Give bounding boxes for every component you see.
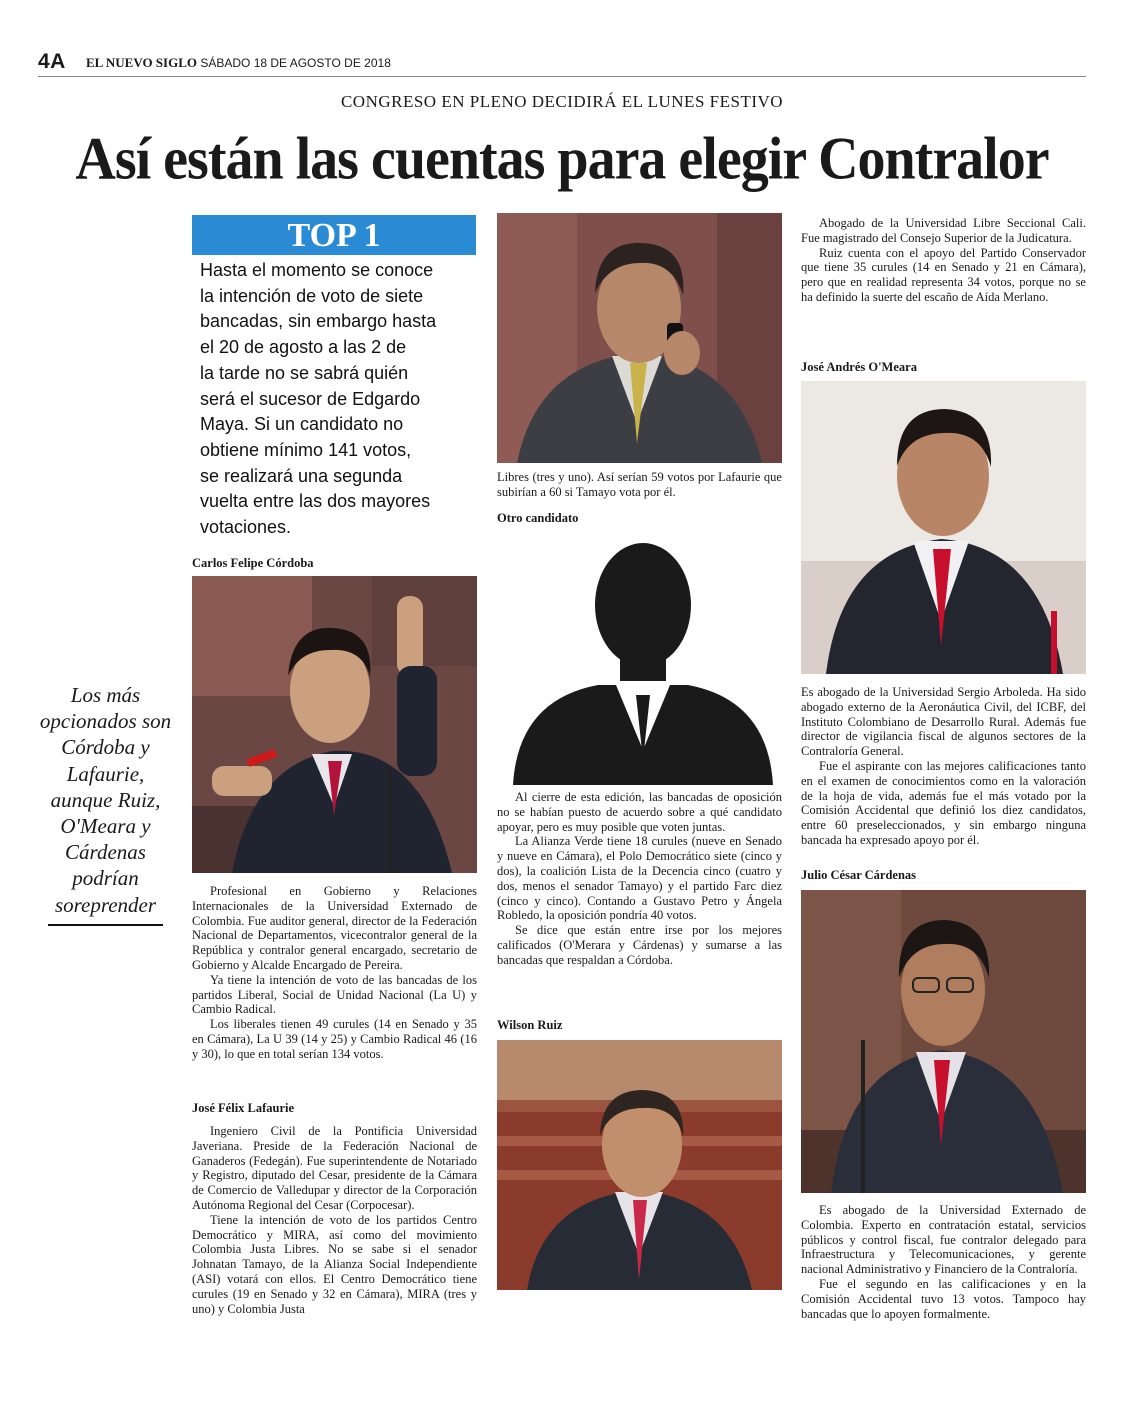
publication-date: SÁBADO 18 DE AGOSTO DE 2018 <box>200 56 391 70</box>
top-box-line: será el sucesor de Edgardo <box>200 388 421 409</box>
paragraph: Libres (tres y uno). Así serían 59 votos por Lafaurie que subirían a 60 si Tamayo vota por él. <box>497 470 782 499</box>
person-silhouette-icon <box>508 535 778 785</box>
publication-line <box>86 55 391 71</box>
top-box-line: Hasta el momento se conoce <box>200 260 434 280</box>
photo-omeara <box>801 381 1086 674</box>
photo-ruiz <box>497 1040 782 1290</box>
text-lafaurie-cont <box>497 470 782 500</box>
pull-quote: Los más opcionados son Córdoba y Lafaurie, aunque Ruiz, O'Meara y Cárdenas podrían soreprender <box>39 683 172 917</box>
top-box-line: vuelta entre las dos mayores <box>200 491 431 512</box>
paragraph: Al cierre de esta edición, las bancadas de oposición no se habían puesto de acuerdo sobre a qué candidato apoyar, pero es muy posible que voten juntas. <box>497 790 782 834</box>
text-ruiz <box>801 216 1086 305</box>
top-box-line: la tarde no se sabrá quién <box>200 362 409 383</box>
paragraph: Los liberales tienen 49 curules (14 en Senado y 35 en Cámara), La U 39 (14 y 25) y Cambio Radical 46 (16 y 30), lo que en total serían 134 votos. <box>192 1017 477 1061</box>
top-box-label: TOP 1 <box>287 217 381 254</box>
text-omeara <box>801 685 1086 848</box>
byline-cardenas: Julio César Cárdenas <box>801 868 917 882</box>
publication-name: EL NUEVO SIGLO <box>86 55 197 70</box>
byline-omeara: José Andrés O'Meara <box>801 360 917 374</box>
pull-quote-rule <box>48 924 163 926</box>
photo-cardenas <box>801 890 1086 1193</box>
top-box-line: se realizará una segunda <box>200 465 403 486</box>
top-box-line: votaciones. <box>200 517 292 538</box>
paragraph: Es abogado de la Universidad Externado de Colombia. Experto en contratación estatal, servicios públicos y control fiscal, fue contralor delegado para Infraestructura y Telecomunicaciones, y gerente nacional Administrativo y Financiero de la Contraloría. <box>801 1203 1086 1277</box>
byline-otro: Otro candidato <box>497 511 579 525</box>
header-rule <box>38 76 1086 77</box>
paragraph: Ruiz cuenta con el apoyo del Partido Conservador que tiene 35 curules (14 en Senado y 21 en Cámara), pero que en realidad representa 34 votos, porque no se ha definido la suerte del escaño de Aída Merlano. <box>801 245 1086 304</box>
paragraph: La Alianza Verde tiene 18 curules (nueve en Senado y nueve en Cámara), el Polo Democrático siete (cinco y dos), la coalición Lista de la Decencia cinco (cuatro y dos, menos el senador Tamayo) y el partido Farc diez (cinco y cinco). Contando a Gustavo Petro y Ángela Robledo, la oposición pondría 40 votos. <box>497 834 782 923</box>
page-number: 4A <box>38 50 66 73</box>
paragraph: Fue el segundo en las calificaciones y en la Comisión Accidental tuvo 13 votos. Tampoco hay bancadas que lo apoyen formalmente. <box>801 1276 1086 1321</box>
text-lafaurie <box>192 1124 477 1316</box>
photo-cordoba <box>192 576 477 873</box>
paragraph: Ingeniero Civil de la Pontificia Universidad Javeriana. Preside de la Federación Nacional de Ganaderos (Fedegán). Fue superintendente de Notariado y Registro, diputado del Cesar, presidente de la Cámara de Comercio de Valledupar y director de la Corporación Autónoma Regional del Cesar (Corpocesar). <box>192 1124 477 1212</box>
paragraph: Se dice que están entre irse por los mejores calificados (O'Merara y Cárdenas) y sumarse a las bancadas que respaldan a Córdoba. <box>497 923 782 967</box>
paragraph: Fue el aspirante con las mejores calificaciones tanto en el examen de conocimientos como en la valoración de la hoja de vida, además fue el más votado por la Comisión Accidental que definió los diez candidatos, entre 60 preseleccionados, y sin embargo ninguna bancada ha expresado apoyo por él. <box>801 758 1086 847</box>
silhouette-placeholder <box>508 535 778 785</box>
top-box-line: Maya. Si un candidato no <box>200 414 404 435</box>
paragraph: Ya tiene la intención de voto de las bancadas de los partidos Liberal, Social de Unidad Nacional (La U) y Cambio Radical. <box>192 972 477 1017</box>
top-box-line: la intención de voto de siete <box>200 285 424 306</box>
photo-lafaurie <box>497 213 782 463</box>
byline-lafaurie: José Félix Lafaurie <box>192 1101 295 1115</box>
text-otro <box>497 790 782 968</box>
paragraph: Abogado de la Universidad Libre Seccional Cali. Fue magistrado del Consejo Superior de la Judicatura. <box>801 216 1086 245</box>
byline-ruiz: Wilson Ruiz <box>497 1018 563 1032</box>
top-box-line: el 20 de agosto a las 2 de <box>200 337 407 358</box>
text-cordoba <box>192 884 477 1062</box>
top-box-line: bancadas, sin embargo hasta <box>200 311 437 332</box>
paragraph: Profesional en Gobierno y Relaciones Internacionales de la Universidad Externado de Colombia. Fue auditor general, director de la Federación Nacional de Departamentos, vicecontralor general de la República y contralor general encargado, secretario de Gobierno y Alcalde Encargado de Pereira. <box>192 884 477 972</box>
text-cardenas <box>801 1203 1086 1321</box>
top-box-line: obtiene mínimo 141 votos, <box>200 439 412 460</box>
paragraph: Es abogado de la Universidad Sergio Arboleda. Ha sido abogado externo de la Aeronáutica Civil, del ICBF, del Instituto Colombiano de Desarrollo Rural. Además fue director de vigilancia fiscal de algunos sectores de la Contraloría General. <box>801 685 1086 759</box>
headline: Así están las cuentas para elegir Contralor <box>75 125 1049 193</box>
top-box-text <box>200 258 470 541</box>
byline-cordoba: Carlos Felipe Córdoba <box>192 556 314 570</box>
kicker: CONGRESO EN PLENO DECIDIRÁ EL LUNES FESTIVO <box>340 92 784 111</box>
paragraph: Tiene la intención de voto de los partidos Centro Democrático y MIRA, así como del movimiento Colombia Justa Libres. No se sabe si el senador Johnatan Tamayo, de la Alianza Social Independiente (ASI) votará con ellos. El Centro Democrático tiene curules (19 en Senado y 32 en Cámara), MIRA (tres y uno) y Colombia Justa <box>192 1212 477 1316</box>
